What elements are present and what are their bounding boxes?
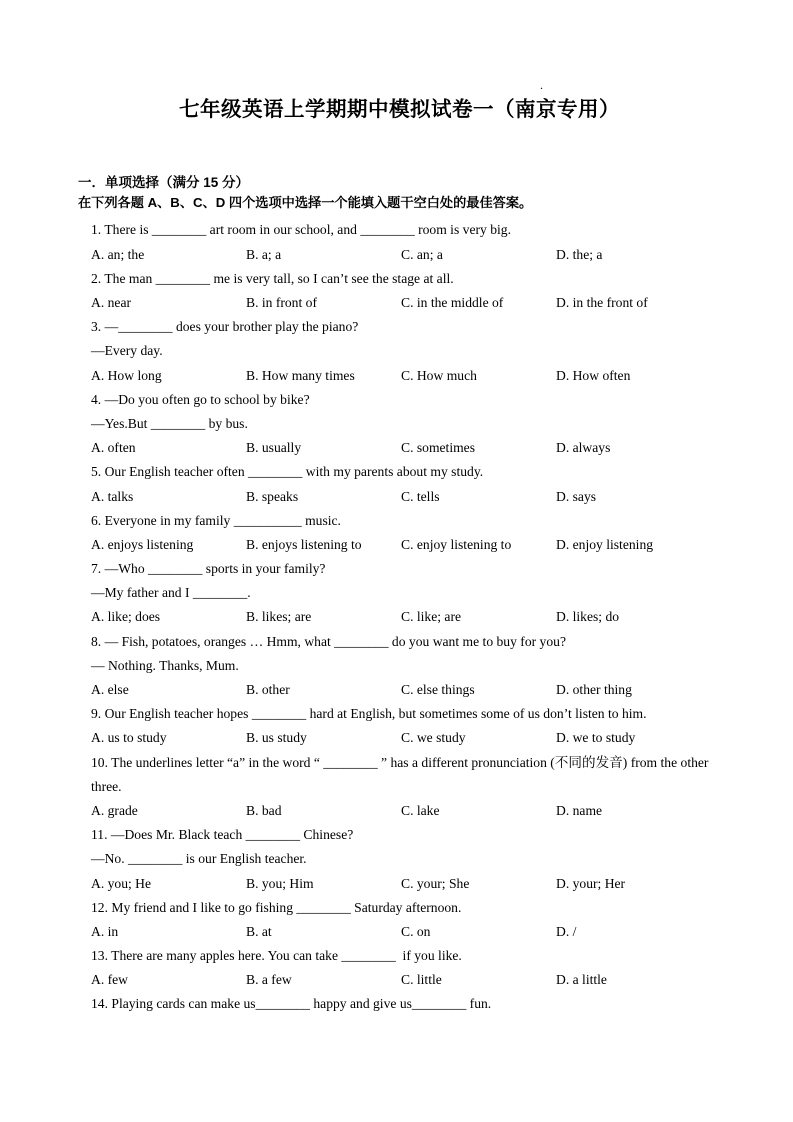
page-title: 七年级英语上学期期中模拟试卷一（南京专用） <box>179 98 620 121</box>
option-d[interactable]: D. a little <box>556 972 607 988</box>
option-a[interactable]: A. you; He <box>91 875 152 891</box>
option-b[interactable]: B. likes; are <box>246 609 312 625</box>
option-d[interactable]: D. always <box>556 440 611 456</box>
question-stem: 12. My friend and I like to go fishing ________ Saturday afternoon. <box>91 899 462 915</box>
option-d[interactable]: D. likes; do <box>556 609 620 625</box>
option-c[interactable]: C. your; She <box>401 875 470 891</box>
option-a[interactable]: A. grade <box>91 802 138 818</box>
option-d[interactable]: D. name <box>556 802 603 818</box>
question-stem: 1. There is ________ art room in our school, and ________ room is very big. <box>91 222 511 238</box>
question-stem: 7. —Who ________ sports in your family? <box>91 561 326 577</box>
option-c[interactable]: C. in the middle of <box>401 295 504 311</box>
question-item <box>78 218 721 266</box>
question-item <box>78 992 721 1016</box>
section-title: 一．单项选择（满分 15 分） <box>78 174 250 190</box>
option-b[interactable]: B. bad <box>246 802 282 818</box>
question-options <box>91 678 721 702</box>
option-d[interactable]: D. we to study <box>556 730 636 746</box>
option-c[interactable]: C. like; are <box>401 609 462 625</box>
option-a[interactable]: A. often <box>91 440 136 456</box>
question-stem: 4. —Do you often go to school by bike? <box>91 391 310 407</box>
option-b[interactable]: B. speaks <box>246 488 299 504</box>
option-b[interactable]: B. a; a <box>246 246 282 262</box>
question-stem: 11. —Does Mr. Black teach ________ Chinese? <box>91 827 354 843</box>
question-stem: 5. Our English teacher often ________ with my parents about my study. <box>91 464 484 480</box>
question-item <box>78 509 721 557</box>
question-options <box>91 920 721 944</box>
option-b[interactable]: B. you; Him <box>246 875 314 891</box>
option-a[interactable]: A. enjoys listening <box>91 536 194 552</box>
option-a[interactable]: A. in <box>91 923 119 939</box>
option-c[interactable]: C. little <box>401 972 442 988</box>
option-a[interactable]: A. How long <box>91 367 162 383</box>
option-a[interactable]: A. talks <box>91 488 134 504</box>
question-options <box>91 726 721 750</box>
section-instruction: 在下列各题 A、B、C、D 四个选项中选择一个能填入题干空白处的最佳答案。 <box>78 194 533 210</box>
option-b[interactable]: B. other <box>246 682 290 698</box>
option-b[interactable]: B. enjoys listening to <box>246 536 362 552</box>
question-stem: 13. There are many apples here. You can take ________ if you like. <box>91 948 462 964</box>
question-options <box>91 485 721 509</box>
option-c[interactable]: C. else things <box>401 682 475 698</box>
option-b[interactable]: B. at <box>246 923 272 939</box>
question-options <box>91 968 721 992</box>
question-options <box>91 799 721 823</box>
option-a[interactable]: A. else <box>91 682 129 698</box>
option-d[interactable]: D. enjoy listening <box>556 536 654 552</box>
question-item <box>78 823 721 896</box>
option-c[interactable]: C. enjoy listening to <box>401 536 512 552</box>
question-item <box>78 460 721 508</box>
question-options <box>91 364 721 388</box>
question-stem: 3. —________ does your brother play the piano? <box>91 319 359 335</box>
question-continuation: — Nothing. Thanks, Mum. <box>91 657 239 673</box>
question-options <box>91 243 721 267</box>
question-options <box>91 872 721 896</box>
option-d[interactable]: D. other thing <box>556 682 632 698</box>
option-c[interactable]: C. we study <box>401 730 466 746</box>
option-d[interactable]: D. in the front of <box>556 295 648 311</box>
option-b[interactable]: B. usually <box>246 440 302 456</box>
question-continuation: —No. ________ is our English teacher. <box>91 851 307 867</box>
option-a[interactable]: A. few <box>91 972 128 988</box>
question-stem: 6. Everyone in my family __________ music. <box>91 512 341 528</box>
option-d[interactable]: D. your; Her <box>556 875 626 891</box>
option-c[interactable]: C. lake <box>401 802 440 818</box>
question-continuation: —Yes.But ________ by bus. <box>91 415 248 431</box>
question-options <box>91 291 721 315</box>
option-a[interactable]: A. like; does <box>91 609 161 625</box>
question-item <box>78 896 721 944</box>
option-b[interactable]: B. us study <box>246 730 307 746</box>
option-a[interactable]: A. near <box>91 295 132 311</box>
option-c[interactable]: C. on <box>401 923 431 939</box>
question-options <box>91 533 721 557</box>
question-options <box>91 436 721 460</box>
option-d[interactable]: D. How often <box>556 367 631 383</box>
question-stem: 9. Our English teacher hopes ________ hard at English, but sometimes some of us don’t listen to him. <box>91 706 647 722</box>
option-c[interactable]: C. tells <box>401 488 440 504</box>
question-stem: 14. Playing cards can make us________ happy and give us________ fun. <box>91 996 492 1012</box>
option-d[interactable]: D. / <box>556 923 577 939</box>
question-item <box>78 557 721 630</box>
stray-dot-mark: . <box>540 78 543 92</box>
option-a[interactable]: A. an; the <box>91 246 145 262</box>
question-item <box>78 751 721 824</box>
option-c[interactable]: C. How much <box>401 367 477 383</box>
question-continuation: three. <box>91 778 122 794</box>
question-item <box>78 630 721 703</box>
question-item <box>78 702 721 750</box>
option-c[interactable]: C. an; a <box>401 246 443 262</box>
option-d[interactable]: D. says <box>556 488 597 504</box>
question-options <box>91 605 721 629</box>
question-stem: 10. The underlines letter “a” in the word “ ________ ” has a different pronunciation (不同的发音) from the other <box>91 754 709 770</box>
option-b[interactable]: B. How many times <box>246 367 355 383</box>
question-item <box>78 388 721 461</box>
option-b[interactable]: B. a few <box>246 972 292 988</box>
question-continuation: —My father and I ________. <box>91 585 251 601</box>
question-item <box>78 315 721 388</box>
option-d[interactable]: D. the; a <box>556 246 603 262</box>
question-continuation: —Every day. <box>91 343 163 359</box>
question-item <box>78 267 721 315</box>
option-a[interactable]: A. us to study <box>91 730 167 746</box>
option-b[interactable]: B. in front of <box>246 295 317 311</box>
question-stem: 8. — Fish, potatoes, oranges … Hmm, what ________ do you want me to buy for you? <box>91 633 566 649</box>
option-c[interactable]: C. sometimes <box>401 440 476 456</box>
question-item <box>78 944 721 992</box>
question-stem: 2. The man ________ me is very tall, so I can’t see the stage at all. <box>91 270 454 286</box>
